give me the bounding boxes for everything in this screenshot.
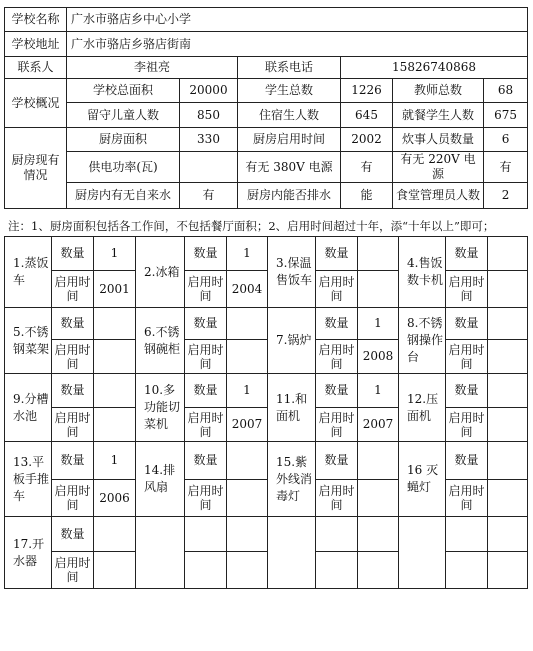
start-time-label: 启用时间 xyxy=(446,340,488,374)
start-time-value: 2007 xyxy=(358,408,399,442)
equipment-name: 13.平板手推车 xyxy=(5,442,52,517)
canteen-manager-value: 2 xyxy=(484,183,528,209)
start-time-label: 启用时间 xyxy=(52,271,94,308)
equipment-name: 2.冰箱 xyxy=(136,237,185,308)
quantity-label xyxy=(446,517,488,552)
quantity-label: 数量 xyxy=(185,374,227,408)
equipment-name: 12.压面机 xyxy=(399,374,446,442)
drainage-label: 厨房内能否排水 xyxy=(238,183,341,209)
power-value xyxy=(180,152,238,183)
tap-water-value: 有 xyxy=(180,183,238,209)
equipment-name: 8.不锈钢操作台 xyxy=(399,308,446,374)
quantity-value: 1 xyxy=(94,237,136,271)
start-time-value xyxy=(488,271,528,308)
kitchen-start-label: 厨房启用时间 xyxy=(238,128,341,152)
start-time-label: 启用时间 xyxy=(52,408,94,442)
start-time-value xyxy=(358,271,399,308)
equipment-name: 15.紫外线消毒灯 xyxy=(268,442,316,517)
start-time-value xyxy=(227,480,268,517)
left-behind-label: 留守儿童人数 xyxy=(67,103,180,128)
overview-label: 学校概况 xyxy=(5,79,67,128)
quantity-value xyxy=(94,517,136,552)
left-behind-value: 850 xyxy=(180,103,238,128)
quantity-value: 1 xyxy=(94,442,136,480)
quantity-value xyxy=(94,374,136,408)
start-time-value xyxy=(94,408,136,442)
dining-value: 675 xyxy=(484,103,528,128)
dining-label: 就餐学生人数 xyxy=(393,103,484,128)
start-time-label: 启用时间 xyxy=(185,480,227,517)
start-time-value: 2004 xyxy=(227,271,268,308)
start-time-label: 启用时间 xyxy=(185,408,227,442)
start-time-value xyxy=(227,552,268,589)
cook-staff-value: 6 xyxy=(484,128,528,152)
start-time-value xyxy=(488,340,528,374)
start-time-label: 启用时间 xyxy=(52,552,94,589)
quantity-value xyxy=(488,374,528,408)
school-name: 广水市骆店乡中心小学 xyxy=(67,8,528,32)
kitchen-area-value: 330 xyxy=(180,128,238,152)
start-time-label: 启用时间 xyxy=(316,408,358,442)
start-time-label xyxy=(316,552,358,589)
quantity-label: 数量 xyxy=(52,374,94,408)
v380-label: 有无 380V 电源 xyxy=(238,152,341,183)
quantity-value xyxy=(488,442,528,480)
quantity-label: 数量 xyxy=(52,442,94,480)
quantity-value xyxy=(358,517,399,552)
start-time-value: 2001 xyxy=(94,271,136,308)
equipment-name: 6.不锈钢碗柜 xyxy=(136,308,185,374)
quantity-label: 数量 xyxy=(52,517,94,552)
quantity-label: 数量 xyxy=(52,237,94,271)
contact-label: 联系人 xyxy=(5,57,67,79)
quantity-label: 数量 xyxy=(316,308,358,340)
quantity-label: 数量 xyxy=(446,442,488,480)
boarding-label: 住宿生人数 xyxy=(238,103,341,128)
quantity-value xyxy=(94,308,136,340)
school-info-table xyxy=(4,7,528,209)
quantity-value xyxy=(488,237,528,271)
start-time-label: 启用时间 xyxy=(52,340,94,374)
equipment-table xyxy=(4,236,528,589)
start-time-label: 启用时间 xyxy=(446,271,488,308)
quantity-value: 1 xyxy=(227,237,268,271)
school-address-label: 学校地址 xyxy=(5,32,67,57)
phone-label: 联系电话 xyxy=(238,57,341,79)
equipment-name: 11.和面机 xyxy=(268,374,316,442)
v220-label: 有无 220V 电源 xyxy=(393,152,484,183)
start-time-value: 2008 xyxy=(358,340,399,374)
total-teachers-value: 68 xyxy=(484,79,528,103)
quantity-value xyxy=(488,308,528,340)
equipment-name: 1.蒸饭车 xyxy=(5,237,52,308)
equipment-name: 14.排风扇 xyxy=(136,442,185,517)
quantity-label xyxy=(185,517,227,552)
quantity-label: 数量 xyxy=(316,442,358,480)
equipment-name xyxy=(136,517,185,589)
quantity-value xyxy=(227,308,268,340)
quantity-value xyxy=(227,517,268,552)
school-address: 广水市骆店乡骆店街南 xyxy=(67,32,528,57)
start-time-label: 启用时间 xyxy=(185,340,227,374)
start-time-value: 2006 xyxy=(94,480,136,517)
start-time-label xyxy=(446,552,488,589)
equipment-name: 4.售饭数卡机 xyxy=(399,237,446,308)
equipment-name: 16 灭蝇灯 xyxy=(399,442,446,517)
start-time-label: 启用时间 xyxy=(52,480,94,517)
quantity-label: 数量 xyxy=(446,374,488,408)
quantity-label: 数量 xyxy=(316,237,358,271)
start-time-label xyxy=(185,552,227,589)
quantity-label: 数量 xyxy=(185,442,227,480)
start-time-value xyxy=(488,552,528,589)
equipment-name xyxy=(268,517,316,589)
start-time-value xyxy=(488,480,528,517)
equipment-name: 10.多功能切菜机 xyxy=(136,374,185,442)
start-time-label: 启用时间 xyxy=(316,271,358,308)
kitchen-label: 厨房现有情况 xyxy=(5,128,67,209)
equipment-name: 3.保温售饭车 xyxy=(268,237,316,308)
start-time-label: 启用时间 xyxy=(446,408,488,442)
start-time-value xyxy=(358,480,399,517)
start-time-label: 启用时间 xyxy=(185,271,227,308)
quantity-value xyxy=(227,442,268,480)
tap-water-label: 厨房内有无自来水 xyxy=(67,183,180,209)
quantity-label: 数量 xyxy=(52,308,94,340)
contact-value: 李祖亮 xyxy=(67,57,238,79)
quantity-value xyxy=(358,442,399,480)
total-students-value: 1226 xyxy=(341,79,393,103)
total-area-label: 学校总面积 xyxy=(67,79,180,103)
quantity-value: 1 xyxy=(358,374,399,408)
canteen-manager-label: 食堂管理员人数 xyxy=(393,183,484,209)
equipment-name: 5.不锈钢菜架 xyxy=(5,308,52,374)
start-time-value xyxy=(227,340,268,374)
v220-value: 有 xyxy=(484,152,528,183)
start-time-label: 启用时间 xyxy=(446,480,488,517)
kitchen-area-label: 厨房面积 xyxy=(67,128,180,152)
drainage-value: 能 xyxy=(341,183,393,209)
quantity-label: 数量 xyxy=(185,237,227,271)
total-students-label: 学生总数 xyxy=(238,79,341,103)
footnote: 注：1、厨房面积包括各工作间，不包括餐厅面积；2、启用时间超过十年，添“十年以上”即可； xyxy=(8,219,495,233)
power-label: 供电功率(瓦) xyxy=(67,152,180,183)
cook-staff-label: 炊事人员数量 xyxy=(393,128,484,152)
start-time-value xyxy=(358,552,399,589)
quantity-value xyxy=(358,237,399,271)
equipment-name: 17.开水器 xyxy=(5,517,52,589)
start-time-value xyxy=(94,340,136,374)
kitchen-start-value: 2002 xyxy=(341,128,393,152)
equipment-name: 7.锅炉 xyxy=(268,308,316,374)
total-teachers-label: 教师总数 xyxy=(393,79,484,103)
quantity-label: 数量 xyxy=(185,308,227,340)
phone-value: 15826740868 xyxy=(341,57,528,79)
quantity-value: 1 xyxy=(358,308,399,340)
equipment-name: 9.分槽水池 xyxy=(5,374,52,442)
total-area-value: 20000 xyxy=(180,79,238,103)
quantity-label: 数量 xyxy=(316,374,358,408)
start-time-value xyxy=(94,552,136,589)
equipment-name xyxy=(399,517,446,589)
quantity-value xyxy=(488,517,528,552)
quantity-label: 数量 xyxy=(446,308,488,340)
quantity-label: 数量 xyxy=(446,237,488,271)
school-name-label: 学校名称 xyxy=(5,8,67,32)
v380-value: 有 xyxy=(341,152,393,183)
start-time-label: 启用时间 xyxy=(316,480,358,517)
start-time-value xyxy=(488,408,528,442)
start-time-value: 2007 xyxy=(227,408,268,442)
start-time-label: 启用时间 xyxy=(316,340,358,374)
quantity-value: 1 xyxy=(227,374,268,408)
boarding-value: 645 xyxy=(341,103,393,128)
quantity-label xyxy=(316,517,358,552)
